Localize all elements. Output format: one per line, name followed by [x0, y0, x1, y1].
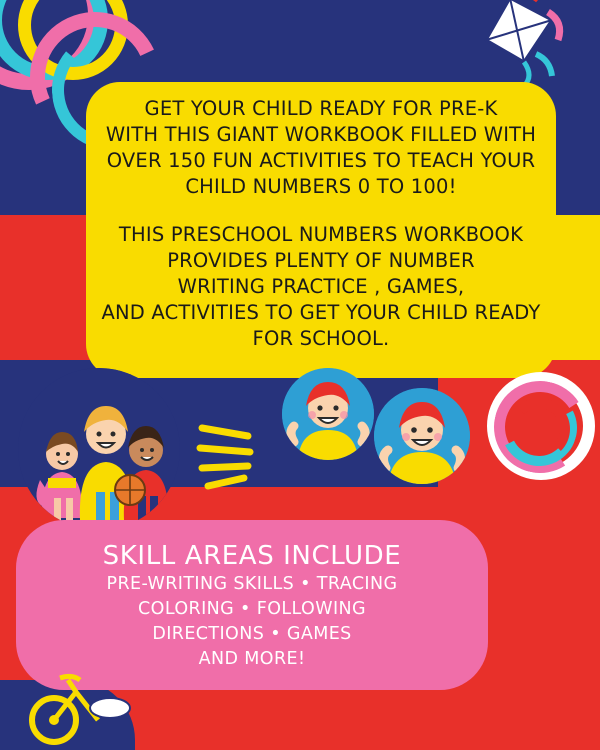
description-line: GET YOUR CHILD READY FOR PRE-K: [144, 97, 498, 120]
red-ring-icon: [508, 398, 570, 460]
description-line: WITH THIS GIANT WORKBOOK FILLED WITH: [105, 123, 537, 146]
skills-panel: [16, 520, 488, 690]
bicycle-icon: [28, 668, 146, 750]
skills-line: DIRECTIONS • GAMES: [152, 624, 352, 644]
description-line: AND ACTIVITIES TO GET YOUR CHILD READY: [101, 301, 541, 324]
smiling-girl-photo: [374, 388, 470, 484]
description-panel: [86, 82, 556, 378]
skills-line: PRE-WRITING SKILLS • TRACING: [106, 574, 398, 594]
description-line: OVER 150 FUN ACTIVITIES TO TEACH YOUR: [106, 149, 536, 172]
description-line: WRITING PRACTICE , GAMES,: [177, 275, 465, 298]
description-line: FOR SCHOOL.: [252, 327, 390, 350]
paragraph-spacer: [100, 200, 542, 222]
description-line: CHILD NUMBERS 0 TO 100!: [185, 175, 457, 198]
three-children-photo: [18, 368, 180, 530]
smiling-boy-photo: [282, 368, 374, 460]
skills-line: COLORING • FOLLOWING: [138, 599, 366, 619]
sunburst-icon: [196, 418, 266, 498]
description-line: PROVIDES PLENTY OF NUMBER: [167, 249, 475, 272]
skills-title: SKILL AREAS INCLUDE: [102, 541, 402, 571]
description-line: THIS PRESCHOOL NUMBERS WORKBOOK: [118, 223, 524, 246]
skills-line: AND MORE!: [198, 649, 306, 669]
